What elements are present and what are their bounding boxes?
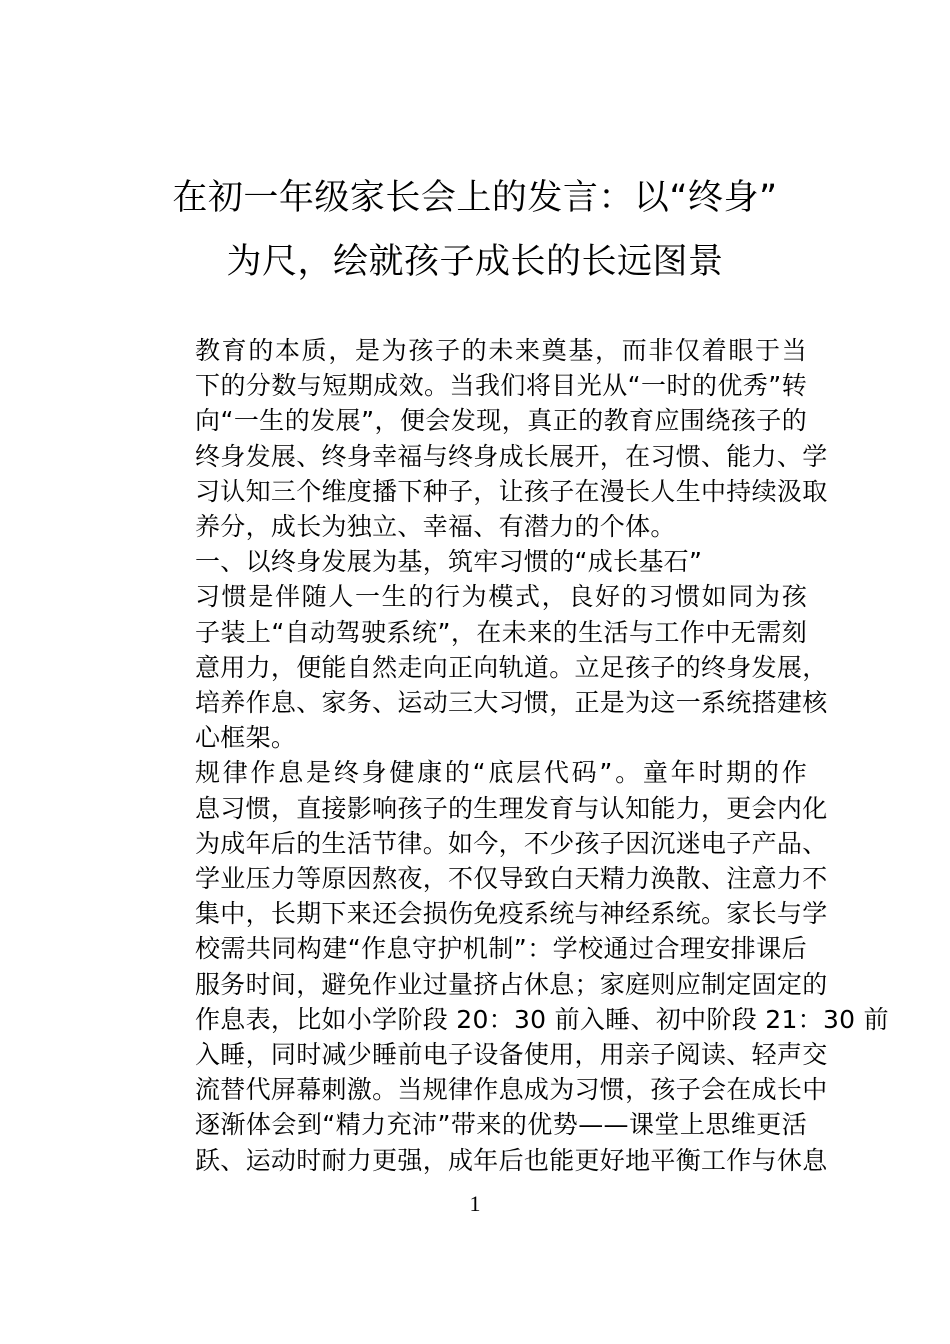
page-number: 1 <box>469 1191 481 1216</box>
text-line: 跃、运动时耐力更强，成年后也能更好地平衡工作与休息 <box>195 1145 828 1175</box>
title-line-2: 为尺，绘就孩子成长的长远图景 <box>226 242 724 282</box>
text-line: 教育的本质，是为孩子的未来奠基，而非仅着眼于当 <box>195 336 807 365</box>
text-line: 作息表，比如小学阶段 20：30 前入睡、初中阶段 21：30 前 <box>195 1004 889 1034</box>
text-line: 心框架。 <box>195 723 297 753</box>
paragraph-intro <box>145 333 828 544</box>
text-line: 一、以终身发展为基，筑牢习惯的“成长基石” <box>195 547 703 577</box>
text-line: 为成年后的生活节律。如今，不少孩子因沉迷电子产品、 <box>195 828 828 858</box>
section-heading <box>145 544 807 579</box>
text-line: 下的分数与短期成效。当我们将目光从“一时的优秀”转 <box>195 371 807 401</box>
text-line: 培养作息、家务、运动三大习惯，正是为这一系统搭建核 <box>195 688 828 718</box>
text-line: 学业压力等原因熬夜，不仅导致白天精力涣散、注意力不 <box>195 864 828 894</box>
text-line: 子装上“自动驾驶系统”，在未来的生活与工作中无需刻 <box>195 617 807 647</box>
text-line: 集中，长期下来还会损伤免疫系统与神经系统。家长与学 <box>195 899 828 929</box>
text-line: 逐渐体会到“精力充沛”带来的优势——课堂上思维更活 <box>195 1110 807 1140</box>
page-title <box>120 166 830 294</box>
text-line: 校需共同构建“作息守护机制”：学校通过合理安排课后 <box>195 934 807 964</box>
text-line: 养分，成长为独立、幸福、有潜力的个体。 <box>195 512 676 542</box>
paragraph-sleep <box>145 755 889 1177</box>
text-line: 入睡，同时减少睡前电子设备使用，用亲子阅读、轻声交 <box>195 1040 828 1070</box>
text-line: 习认知三个维度播下种子，让孩子在漫长人生中持续汲取 <box>195 476 828 506</box>
text-line: 服务时间，避免作业过量挤占休息；家庭则应制定固定的 <box>195 969 828 999</box>
text-line: 规律作息是终身健康的“底层代码”。童年时期的作 <box>195 758 807 788</box>
text-line: 向“一生的发展”，便会发现，真正的教育应围绕孩子的 <box>195 406 807 436</box>
text-line: 意用力，便能自然走向正向轨道。立足孩子的终身发展， <box>195 652 828 682</box>
text-line: 终身发展、终身幸福与终身成长展开，在习惯、能力、学 <box>195 441 828 471</box>
title-line-1: 在初一年级家长会上的发言：以“终身” <box>172 178 778 218</box>
paragraph-habits <box>145 579 828 755</box>
document-body <box>145 333 889 1178</box>
text-line: 习惯是伴随人一生的行为模式，良好的习惯如同为孩 <box>195 582 807 612</box>
text-line: 息习惯，直接影响孩子的生理发育与认知能力，更会内化 <box>195 793 828 823</box>
text-line: 流替代屏幕刺激。当规律作息成为习惯，孩子会在成长中 <box>195 1075 828 1105</box>
